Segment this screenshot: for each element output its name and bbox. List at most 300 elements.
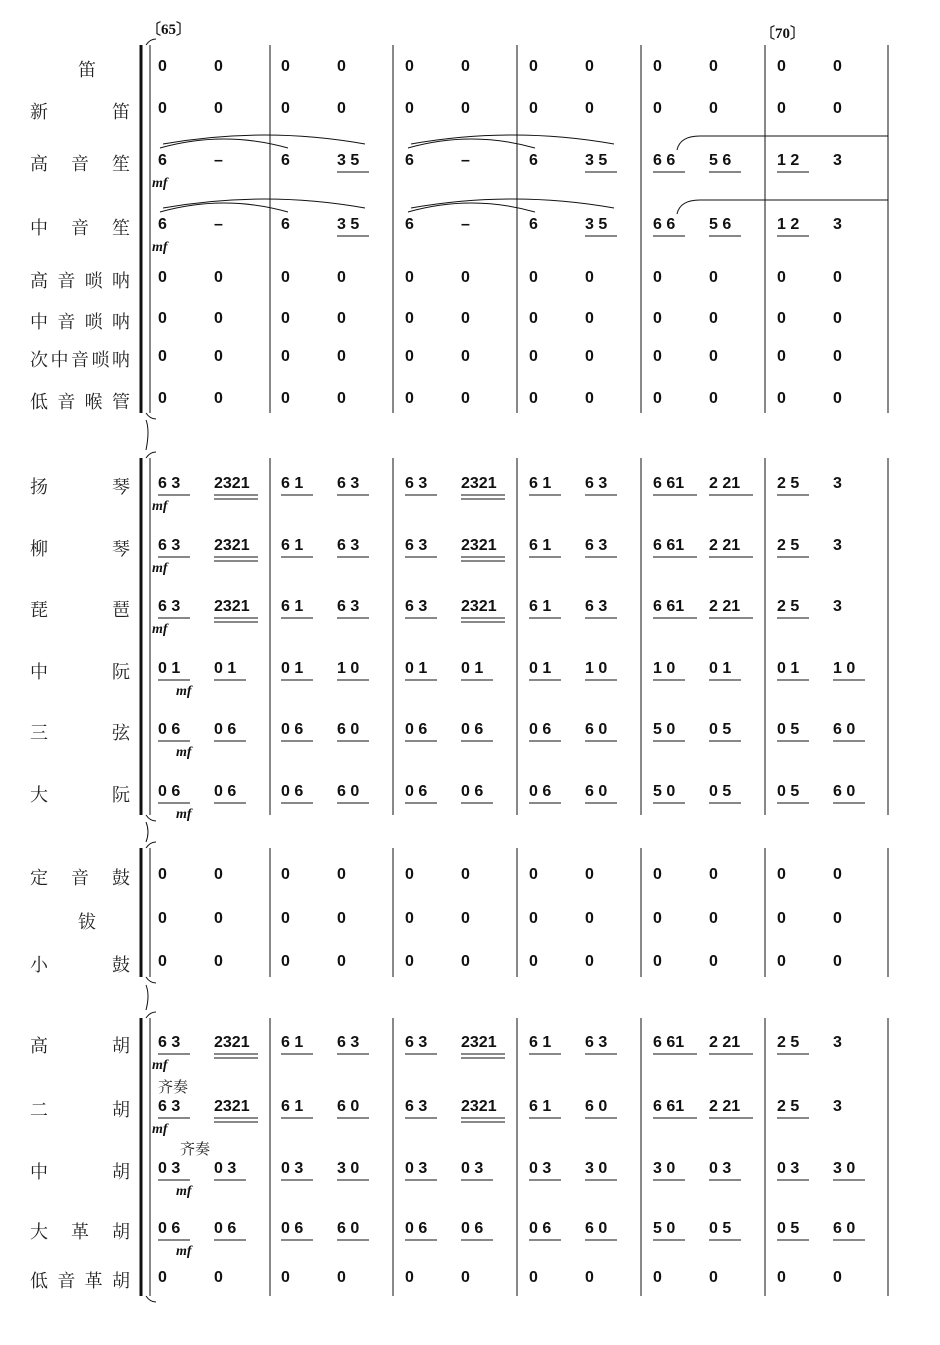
note-group: 6 0 <box>833 721 856 738</box>
note-group: 6 61 <box>653 1034 685 1051</box>
note-group: 0 <box>461 269 470 286</box>
note-group: 6 61 <box>653 475 685 492</box>
note-group: 0 <box>405 910 414 927</box>
note-group: 6 61 <box>653 598 685 615</box>
note-group: 0 6 <box>529 721 552 738</box>
note-group: 0 <box>653 1269 662 1286</box>
note-group: 1 0 <box>585 660 608 677</box>
note-group: 6 3 <box>158 598 181 615</box>
note-group: 6 1 <box>529 537 552 554</box>
slur-mark <box>677 200 888 214</box>
note-group: 0 <box>777 910 786 927</box>
note-group: 0 <box>461 1269 470 1286</box>
note-group: 6 0 <box>337 721 360 738</box>
note-group: 2321 <box>214 1098 250 1115</box>
instrument-name: 高音唢呐 <box>30 271 130 292</box>
note-group: 0 <box>281 348 290 365</box>
note-group: 0 6 <box>405 721 428 738</box>
note-group: 6 3 <box>405 1098 428 1115</box>
note-group: 0 5 <box>709 721 732 738</box>
note-group: 0 <box>585 910 594 927</box>
note-group: 0 <box>337 866 346 883</box>
note-group: 0 <box>709 100 718 117</box>
note-group: 6 <box>281 216 290 233</box>
note-group: 0 <box>337 310 346 327</box>
note-group: 0 <box>405 953 414 970</box>
note-group: 0 1 <box>281 660 304 677</box>
bracket-hook-top <box>146 1012 156 1018</box>
note-group: 0 <box>461 348 470 365</box>
note-group: 0 5 <box>777 721 800 738</box>
note-group: 6 3 <box>337 1034 360 1051</box>
note-group: 0 <box>709 58 718 75</box>
note-group: 6 <box>158 152 167 169</box>
note-group: 0 <box>281 866 290 883</box>
note-group: 6 3 <box>337 537 360 554</box>
note-group: 1 2 <box>777 152 800 169</box>
note-group: – <box>214 216 223 233</box>
note-group: 6 0 <box>833 1220 856 1237</box>
note-group: 0 <box>777 310 786 327</box>
note-group: 0 3 <box>214 1160 237 1177</box>
note-group: 0 <box>158 953 167 970</box>
note-group: 0 <box>777 866 786 883</box>
note-group: 0 1 <box>529 660 552 677</box>
note-group: 0 <box>281 269 290 286</box>
note-group: 0 <box>281 953 290 970</box>
note-group: 1 0 <box>653 660 676 677</box>
note-group: 6 0 <box>337 1098 360 1115</box>
instrument-name: 柳 琴 <box>30 539 130 560</box>
note-group: 2 5 <box>777 1034 800 1051</box>
note-group: 1 0 <box>833 660 856 677</box>
note-group: 0 5 <box>777 1220 800 1237</box>
note-group: – <box>214 152 223 169</box>
note-group: 6 <box>405 216 414 233</box>
note-group: 0 <box>337 58 346 75</box>
note-group: 0 <box>653 310 662 327</box>
note-group: 0 6 <box>461 721 484 738</box>
note-group: 0 <box>337 269 346 286</box>
note-group: 0 6 <box>281 783 304 800</box>
note-group: 6 6 <box>653 216 676 233</box>
note-group: 6 <box>158 216 167 233</box>
note-group: 0 6 <box>214 783 237 800</box>
note-group: 0 <box>337 910 346 927</box>
note-group: 0 <box>158 310 167 327</box>
slur-mark <box>408 203 535 212</box>
note-group: 2321 <box>461 598 497 615</box>
note-group: 0 <box>214 866 223 883</box>
slur-mark <box>160 203 288 212</box>
note-group: 0 <box>529 100 538 117</box>
note-group: – <box>461 216 470 233</box>
note-group: 0 6 <box>158 721 181 738</box>
note-group: 1 0 <box>337 660 360 677</box>
instrument-name: 二 胡 <box>30 1100 130 1121</box>
note-group: 0 1 <box>405 660 428 677</box>
note-group: 2321 <box>214 537 250 554</box>
note-group: 6 3 <box>585 537 608 554</box>
note-group: 0 <box>337 390 346 407</box>
note-group: 0 6 <box>281 721 304 738</box>
note-group: – <box>461 152 470 169</box>
note-group: 2 21 <box>709 537 741 554</box>
note-group: 0 <box>214 310 223 327</box>
note-group: 0 <box>281 100 290 117</box>
note-group: 0 <box>777 269 786 286</box>
performance-annotation: 齐奏 <box>158 1078 189 1096</box>
note-group: 6 1 <box>281 475 304 492</box>
note-group: 0 <box>529 348 538 365</box>
instrument-name: 低音喉管 <box>30 392 130 413</box>
note-group: 6 1 <box>529 475 552 492</box>
note-group: 0 <box>585 953 594 970</box>
note-group: 0 <box>709 866 718 883</box>
note-group: 2321 <box>214 598 250 615</box>
group-connector <box>146 822 148 842</box>
note-group: 2 5 <box>777 1098 800 1115</box>
slur-mark <box>160 139 288 148</box>
note-group: 0 <box>709 269 718 286</box>
bracket-hook-top <box>146 452 156 458</box>
note-group: 0 <box>405 348 414 365</box>
note-group: 3 <box>833 216 842 233</box>
note-group: 6 3 <box>158 475 181 492</box>
instrument-name: 次中音唢呐 <box>30 350 130 371</box>
note-group: 2321 <box>461 537 497 554</box>
note-group: 0 <box>833 1269 842 1286</box>
dynamic-mark: mf <box>176 1244 192 1259</box>
note-group: 3 0 <box>337 1160 360 1177</box>
note-group: 0 6 <box>214 721 237 738</box>
group-connector <box>146 420 148 450</box>
note-group: 6 61 <box>653 537 685 554</box>
note-group: 0 <box>653 953 662 970</box>
note-group: 0 1 <box>461 660 484 677</box>
dynamic-mark: mf <box>152 240 168 255</box>
bracket-hook-bottom <box>146 977 156 983</box>
note-group: 0 <box>337 953 346 970</box>
note-group: 0 6 <box>529 783 552 800</box>
note-group: 0 <box>405 1269 414 1286</box>
note-group: 0 <box>405 269 414 286</box>
note-group: 0 <box>529 390 538 407</box>
note-group: 5 0 <box>653 1220 676 1237</box>
performance-annotation: 齐奏 <box>180 1140 211 1158</box>
note-group: 0 <box>777 100 786 117</box>
slur-mark <box>408 139 535 148</box>
note-group: 0 <box>833 953 842 970</box>
note-group: 6 3 <box>405 1034 428 1051</box>
note-group: 3 <box>833 598 842 615</box>
note-group: 0 <box>461 58 470 75</box>
note-group: 0 <box>529 269 538 286</box>
note-group: 0 <box>461 310 470 327</box>
note-group: 6 <box>529 152 538 169</box>
note-group: 0 <box>777 390 786 407</box>
group-connector <box>146 985 148 1010</box>
note-group: 3 0 <box>833 1160 856 1177</box>
note-group: 0 6 <box>158 783 181 800</box>
note-group: 0 <box>653 269 662 286</box>
note-group: 0 <box>214 348 223 365</box>
note-group: 0 <box>214 910 223 927</box>
note-group: 2 21 <box>709 475 741 492</box>
note-group: 3 <box>833 475 842 492</box>
instrument-name: 低音革胡 <box>30 1271 130 1292</box>
note-group: 0 <box>709 953 718 970</box>
dynamic-mark: mf <box>152 499 168 514</box>
dynamic-mark: mf <box>152 561 168 576</box>
note-group: 2 5 <box>777 598 800 615</box>
note-group: 6 3 <box>158 1098 181 1115</box>
dynamic-mark: mf <box>176 745 192 760</box>
instrument-name: 中音唢呐 <box>30 312 130 333</box>
note-group: 3 <box>833 1098 842 1115</box>
note-group: 0 <box>158 100 167 117</box>
note-group: 6 3 <box>337 598 360 615</box>
instrument-name: 大 革 胡 <box>30 1222 130 1243</box>
bracket-hook-bottom <box>146 815 156 821</box>
instrument-name: 高 音 笙 <box>30 154 130 175</box>
note-group: 0 6 <box>405 783 428 800</box>
note-group: 0 3 <box>461 1160 484 1177</box>
note-group: 6 3 <box>405 537 428 554</box>
slur-mark <box>677 136 888 150</box>
note-group: 0 <box>833 269 842 286</box>
note-group: 6 1 <box>281 1098 304 1115</box>
note-group: 0 <box>585 269 594 286</box>
note-group: 6 3 <box>585 475 608 492</box>
note-group: 0 <box>461 390 470 407</box>
note-group: 5 0 <box>653 783 676 800</box>
instrument-name: 钹 <box>78 912 96 933</box>
note-group: 0 <box>214 1269 223 1286</box>
note-group: 6 1 <box>529 1098 552 1115</box>
note-group: 6 3 <box>585 598 608 615</box>
note-group: 0 <box>461 953 470 970</box>
note-group: 0 <box>653 100 662 117</box>
note-group: 0 1 <box>158 660 181 677</box>
note-group: 0 3 <box>709 1160 732 1177</box>
note-group: 6 1 <box>529 598 552 615</box>
note-group: 0 <box>709 310 718 327</box>
note-group: 0 <box>461 910 470 927</box>
note-group: 0 5 <box>709 783 732 800</box>
instrument-name: 定 音 鼓 <box>30 868 130 889</box>
note-group: 0 <box>709 1269 718 1286</box>
note-group: 0 <box>281 910 290 927</box>
note-group: 6 3 <box>405 475 428 492</box>
note-group: 6 <box>281 152 290 169</box>
instrument-name: 小 鼓 <box>30 955 130 976</box>
note-group: 0 <box>585 390 594 407</box>
note-group: 0 <box>833 348 842 365</box>
note-group: 0 3 <box>158 1160 181 1177</box>
note-group: 0 <box>405 866 414 883</box>
note-group: 0 <box>709 348 718 365</box>
note-group: 0 <box>214 953 223 970</box>
note-group: 0 <box>214 390 223 407</box>
note-group: 6 0 <box>585 783 608 800</box>
note-group: 0 <box>653 58 662 75</box>
note-group: 2 5 <box>777 475 800 492</box>
note-group: 0 5 <box>709 1220 732 1237</box>
note-group: 0 <box>461 100 470 117</box>
note-group: 0 <box>461 866 470 883</box>
note-group: 0 1 <box>214 660 237 677</box>
note-group: 0 6 <box>281 1220 304 1237</box>
dynamic-mark: mf <box>176 807 192 822</box>
note-group: 2321 <box>461 1098 497 1115</box>
instrument-name: 扬 琴 <box>30 477 130 498</box>
note-group: 3 5 <box>337 152 360 169</box>
note-group: 0 <box>158 390 167 407</box>
note-group: 0 6 <box>529 1220 552 1237</box>
note-group: 0 <box>158 866 167 883</box>
note-group: 0 <box>281 310 290 327</box>
note-group: 2 5 <box>777 537 800 554</box>
dynamic-mark: mf <box>152 1122 168 1137</box>
note-group: 0 <box>158 1269 167 1286</box>
note-group: 0 6 <box>214 1220 237 1237</box>
note-group: 2 21 <box>709 1034 741 1051</box>
note-group: 0 <box>529 953 538 970</box>
instrument-name: 中 阮 <box>30 662 130 683</box>
dynamic-mark: mf <box>176 684 192 699</box>
instrument-name: 高 胡 <box>30 1036 130 1057</box>
note-group: 2321 <box>214 475 250 492</box>
note-group: 6 1 <box>281 598 304 615</box>
note-group: 2321 <box>461 475 497 492</box>
note-group: 3 <box>833 152 842 169</box>
note-group: 0 <box>585 348 594 365</box>
note-group: 6 0 <box>833 783 856 800</box>
note-group: 6 0 <box>337 1220 360 1237</box>
note-group: 6 3 <box>158 537 181 554</box>
instrument-name: 中 胡 <box>30 1162 130 1183</box>
note-group: 0 <box>405 390 414 407</box>
note-group: 6 1 <box>281 1034 304 1051</box>
instrument-name: 新 笛 <box>30 102 130 123</box>
note-group: 0 <box>214 269 223 286</box>
note-group: 6 61 <box>653 1098 685 1115</box>
note-group: 2321 <box>214 1034 250 1051</box>
note-group: 3 0 <box>653 1160 676 1177</box>
note-group: 0 <box>158 348 167 365</box>
note-group: 6 0 <box>585 1098 608 1115</box>
bracket-hook-bottom <box>146 413 156 419</box>
note-group: 0 <box>529 866 538 883</box>
note-group: 6 1 <box>529 1034 552 1051</box>
note-group: 0 <box>158 910 167 927</box>
note-group: 6 1 <box>281 537 304 554</box>
note-group: 0 <box>833 910 842 927</box>
note-group: 0 <box>405 310 414 327</box>
note-group: 6 3 <box>585 1034 608 1051</box>
note-group: 3 5 <box>585 216 608 233</box>
note-group: 0 3 <box>281 1160 304 1177</box>
note-group: 0 1 <box>777 660 800 677</box>
note-group: 1 2 <box>777 216 800 233</box>
note-group: 0 <box>585 58 594 75</box>
note-group: 0 1 <box>709 660 732 677</box>
note-group: 0 <box>585 866 594 883</box>
rehearsal-mark-70: 〔70〕 <box>760 26 806 42</box>
note-group: 0 6 <box>461 783 484 800</box>
note-group: 0 <box>281 390 290 407</box>
note-group: 6 0 <box>585 1220 608 1237</box>
bracket-hook-top <box>146 842 156 848</box>
note-group: 0 <box>585 310 594 327</box>
bracket-hook-top <box>146 39 156 45</box>
note-group: 0 <box>337 1269 346 1286</box>
note-group: 0 <box>833 100 842 117</box>
note-group: 0 6 <box>158 1220 181 1237</box>
note-group: 0 <box>653 390 662 407</box>
note-group: 0 <box>405 100 414 117</box>
note-group: 5 6 <box>709 216 732 233</box>
instrument-name: 三 弦 <box>30 723 130 744</box>
dynamic-mark: mf <box>176 1184 192 1199</box>
note-group: 3 5 <box>337 216 360 233</box>
dynamic-mark: mf <box>152 176 168 191</box>
note-group: 0 <box>405 58 414 75</box>
note-group: 0 <box>158 58 167 75</box>
note-group: 0 <box>833 866 842 883</box>
note-group: 0 6 <box>405 1220 428 1237</box>
note-group: 6 <box>529 216 538 233</box>
note-group: 6 3 <box>158 1034 181 1051</box>
note-group: 0 <box>529 58 538 75</box>
note-group: 0 <box>585 1269 594 1286</box>
note-group: 0 <box>653 348 662 365</box>
note-group: 0 <box>833 58 842 75</box>
note-group: 3 5 <box>585 152 608 169</box>
note-group: 0 <box>281 58 290 75</box>
note-group: 3 <box>833 537 842 554</box>
dynamic-mark: mf <box>152 622 168 637</box>
note-group: 0 <box>214 58 223 75</box>
note-group: 0 <box>337 100 346 117</box>
note-group: 0 <box>777 348 786 365</box>
note-group: 0 <box>337 348 346 365</box>
note-group: 3 <box>833 1034 842 1051</box>
bracket-hook-bottom <box>146 1296 156 1302</box>
note-group: 6 0 <box>337 783 360 800</box>
note-group: 0 <box>709 390 718 407</box>
note-group: 0 <box>529 310 538 327</box>
note-group: 2 21 <box>709 1098 741 1115</box>
note-group: 0 5 <box>777 783 800 800</box>
note-group: 0 <box>214 100 223 117</box>
instrument-name: 大 阮 <box>30 785 130 806</box>
note-group: 0 3 <box>777 1160 800 1177</box>
note-group: 6 <box>405 152 414 169</box>
note-group: 0 3 <box>405 1160 428 1177</box>
note-group: 5 6 <box>709 152 732 169</box>
note-group: 0 <box>529 1269 538 1286</box>
note-group: 6 3 <box>405 598 428 615</box>
instrument-name: 笛 <box>78 60 96 81</box>
note-group: 0 <box>585 100 594 117</box>
note-group: 2 21 <box>709 598 741 615</box>
rehearsal-mark-65: 〔65〕 <box>146 22 192 38</box>
note-group: 0 <box>529 910 538 927</box>
note-group: 0 <box>709 910 718 927</box>
note-group: 3 0 <box>585 1160 608 1177</box>
